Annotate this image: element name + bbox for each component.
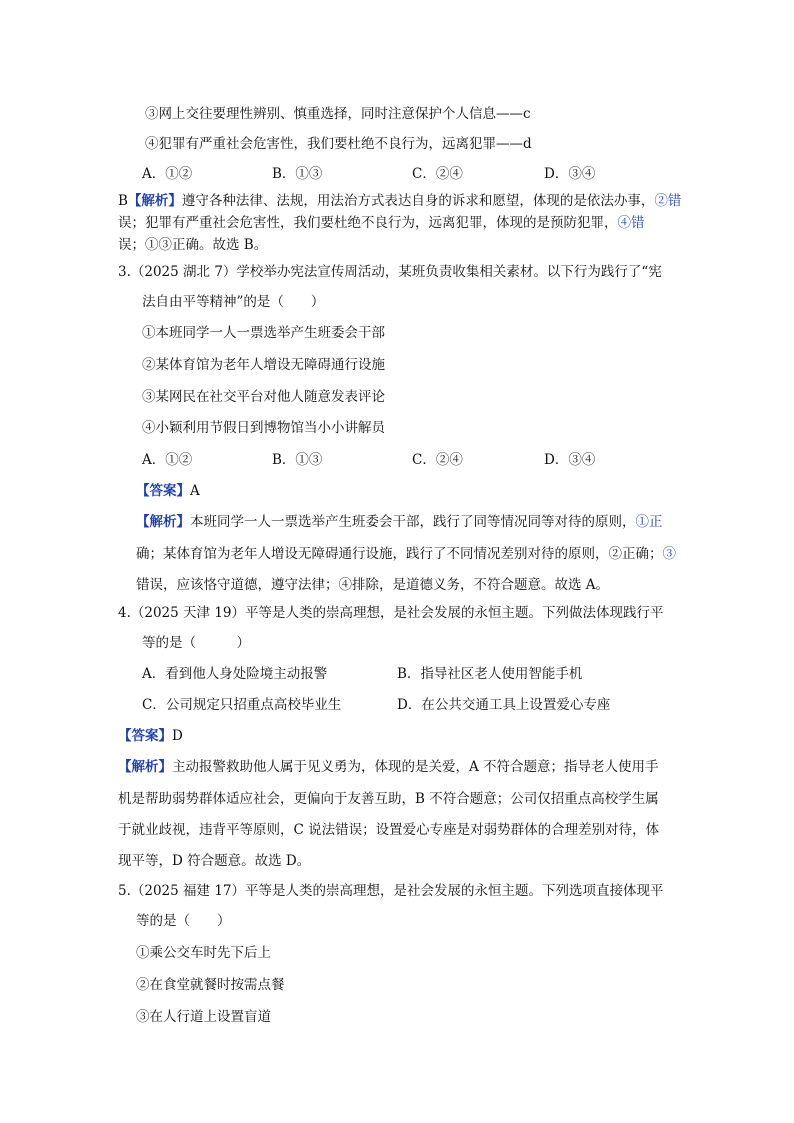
q3-option-d: D．③④ [544, 452, 596, 468]
q3-option-a: A．①② [142, 452, 193, 468]
q2-item-4: ④犯罪有严重社会危害性，我们要杜绝不良行为，远离犯罪——d [145, 136, 532, 152]
q4-option-d: D．在公共交通工具上设置爱心专座 [397, 697, 611, 713]
q3-item-2: ②某体育馆为老年人增设无障碍通行设施 [142, 357, 385, 373]
q2-analysis-mark-1: ②错 [654, 193, 682, 209]
q3-analysis-line-3: 错误，应该恪守道德，遵守法律；④排除，是道德义务，不符合题意。故选 A。 [136, 577, 610, 593]
q4-analysis-text-1: 主动报警救助他人属于见义勇为，体现的是关爱，A 不符合题意；指导老人使用手 [172, 759, 659, 775]
q2-option-a: A．①② [142, 166, 193, 182]
q4-stem-line-1: 4.（2025 天津 19）平等是人类的崇高理想，是社会发展的永恒主题。下列做法体现践行平 [118, 605, 664, 621]
q5-item-2: ②在食堂就餐时按需点餐 [136, 977, 285, 993]
q4-analysis-line-4: 现平等，D 符合题意。故选 D。 [118, 853, 311, 869]
q4-option-c: C．公司规定只招重点高校毕业生 [142, 697, 342, 713]
q2-analysis-mark-2: ④错 [617, 215, 645, 231]
q3-item-3: ③某网民在社交平台对他人随意发表评论 [142, 389, 385, 405]
q3-analysis-line-2 [136, 544, 676, 564]
q3-answer-value: A [190, 483, 200, 499]
q3-stem-line-1: 3.（2025 湖北 7）学校举办宪法宣传周活动，某班负责收集相关素材。以下行为践行了“宪 [118, 264, 662, 280]
q5-item-3: ③在人行道上设置盲道 [136, 1009, 271, 1025]
q2-analysis-text-1: 遵守各种法律、法规，用法治方式表达自身的诉求和愿望，体现的是依法办事， [181, 193, 655, 209]
q3-option-c: C．②④ [412, 452, 463, 468]
q2-answer: B [118, 193, 128, 209]
q5-item-1: ①乘公交车时先下后上 [136, 945, 271, 961]
q4-option-a: A．看到他人身处险境主动报警 [142, 666, 328, 682]
q2-analysis-line-1 [118, 191, 681, 211]
q2-option-c: C．②④ [412, 166, 463, 182]
q4-analysis-label: 【解析】 [118, 759, 172, 775]
q4-answer-line [118, 726, 183, 746]
q2-analysis-line-2 [118, 213, 645, 233]
q4-answer-value: D [172, 728, 183, 744]
q4-analysis-line-1 [118, 757, 659, 777]
q2-option-b: B．①③ [272, 166, 323, 182]
q3-option-b: B．①③ [272, 452, 323, 468]
q5-stem-line-2: 等的是（ ） [136, 913, 231, 929]
q2-analysis-label: 【解析】 [127, 193, 182, 209]
q4-analysis-line-2: 机是帮助弱势群体适应社会，更偏向于友善互助，B 不符合题意；公司仅招重点高校学生属 [118, 791, 659, 807]
q3-stem-line-2: 法自由平等精神”的是（ ） [142, 294, 325, 310]
q2-item-3: ③网上交往要理性辨别、慎重选择，同时注意保护个人信息——c [145, 106, 531, 122]
q5-stem-line-1: 5.（2025 福建 17）平等是人类的崇高理想，是社会发展的永恒主题。下列选项直接体现平 [118, 883, 664, 899]
q2-analysis-text-2: 误；犯罪有严重社会危害性，我们要杜绝不良行为，远离犯罪，体现的是预防犯罪， [118, 215, 618, 231]
q3-answer-label: 【答案】 [136, 483, 190, 499]
q4-answer-label: 【答案】 [118, 728, 172, 744]
q4-option-b: B．指导社区老人使用智能手机 [397, 666, 583, 682]
q3-analysis-line-1 [136, 512, 663, 532]
q4-stem-line-2: 等的是（ ） [142, 635, 250, 651]
q3-analysis-text-2: 确；某体育馆为老年人增设无障碍通行设施，践行了不同情况差别对待的原则，②正确； [136, 546, 663, 562]
q3-item-1: ①本班同学一人一票选举产生班委会干部 [142, 325, 385, 341]
q3-analysis-label: 【解析】 [136, 514, 190, 530]
q3-analysis-mark-2: ③ [662, 546, 676, 562]
q3-item-4: ④小颖利用节假日到博物馆当小小讲解员 [142, 420, 385, 436]
q3-analysis-mark-1: ①正 [635, 514, 663, 530]
q2-analysis-line-3: 误；①③正确。故选 B。 [118, 237, 268, 253]
q3-analysis-text-1: 本班同学一人一票选举产生班委会干部，践行了同等情况同等对待的原则， [190, 514, 636, 530]
q2-option-d: D．③④ [544, 166, 596, 182]
q3-answer-line [136, 481, 200, 501]
q4-analysis-line-3: 于就业歧视，违背平等原则，C 说法错误；设置爱心专座是对弱势群体的合理差别对待，体 [118, 822, 660, 838]
